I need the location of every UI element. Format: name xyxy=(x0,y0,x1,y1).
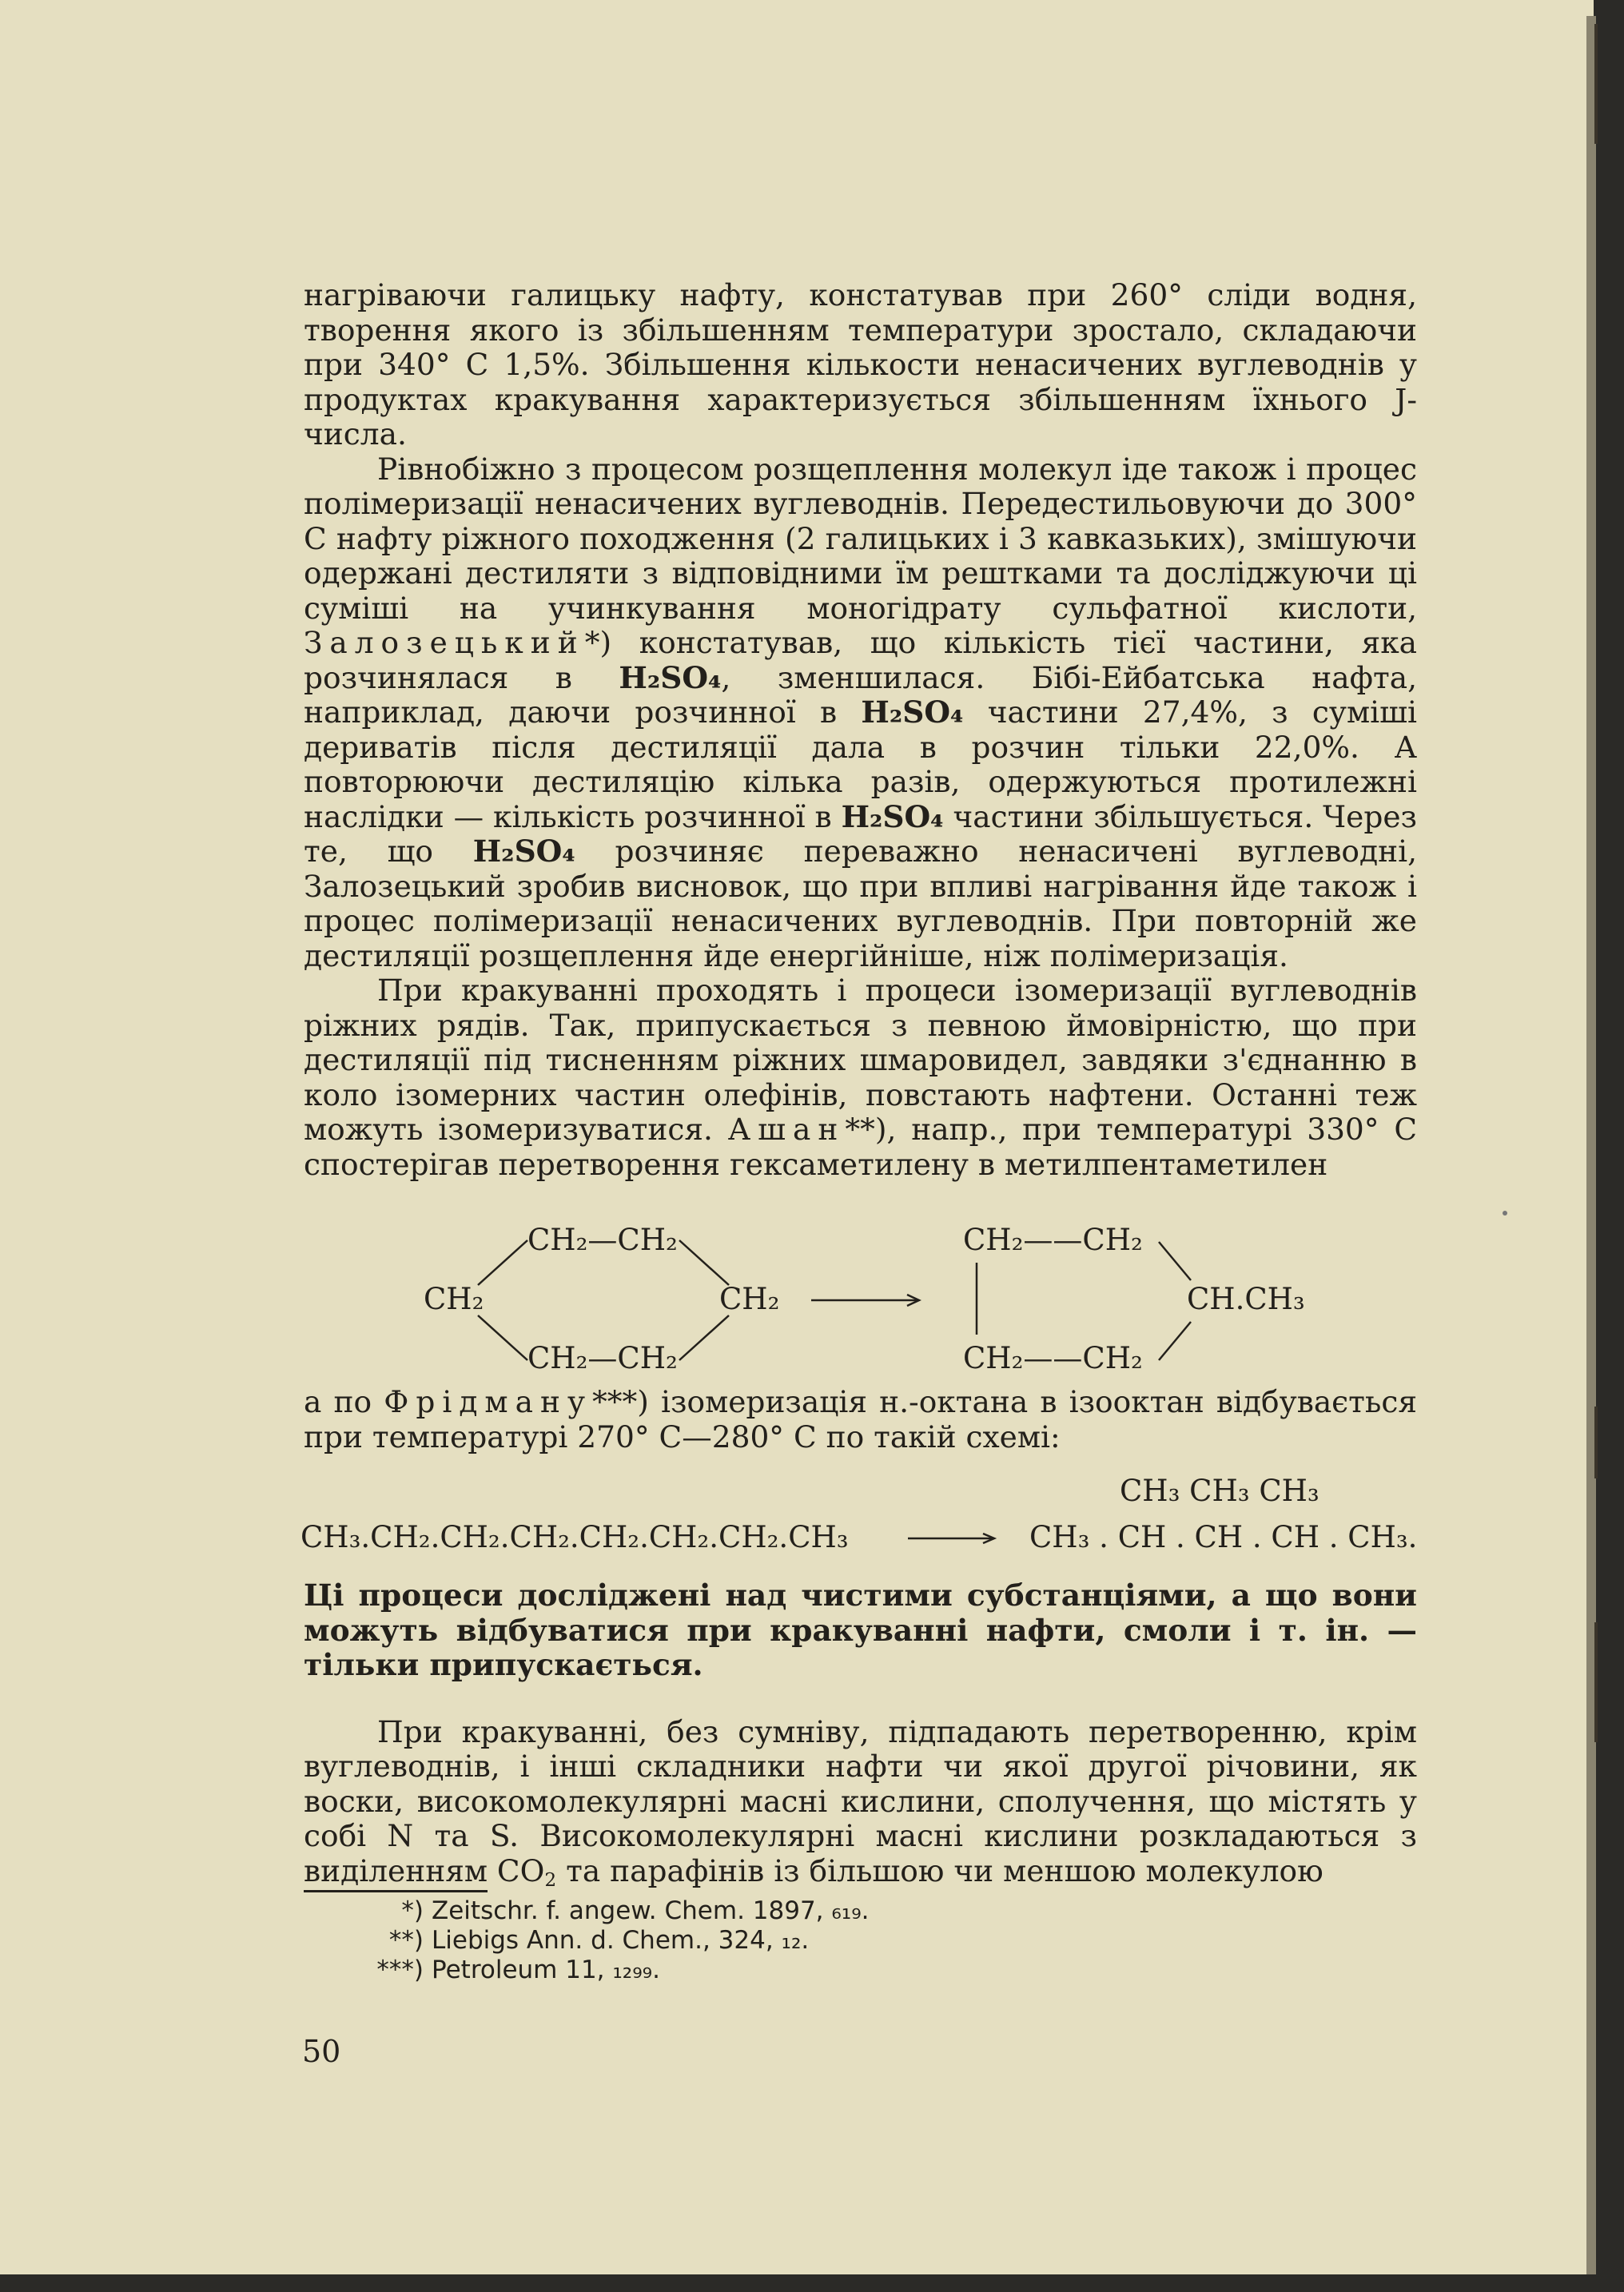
octane-reactant: CH₃.CH₂.CH₂.CH₂.CH₂.CH₂.CH₂.CH₃ xyxy=(301,1520,849,1554)
edge-mark xyxy=(1594,1407,1598,1478)
right-ring-bottom: CH₂——CH₂ xyxy=(963,1341,1143,1375)
edge-mark xyxy=(1594,1622,1598,1742)
speck xyxy=(1503,1211,1507,1216)
footnote: *) Zeitschr. f. angew. Chem. 1897, ₆₁₉. xyxy=(401,1896,870,1925)
octane-substituents: CH₃ CH₃ CH₃ xyxy=(1120,1474,1320,1508)
footnote: **) Liebigs Ann. d. Chem., 324, ₁₂. xyxy=(388,1926,810,1955)
left-ring-right: CH₂ xyxy=(719,1282,780,1316)
page-edge xyxy=(1586,16,1596,2274)
main-text-2 xyxy=(304,1385,1417,1454)
paragraph-3: При кракуванні проходять і процеси ізомеризації вуглеводнів ріжних рядів. Так, припускається з певною ймовірністю, що при дестиляції під тисненням ріжних шмаровидел, завдяки з'єднанню в коло ізомерних частин олефінів, повстають нафтени. Останні теж можуть ізомеризуватися. Ашан**), напр., при температурі 330° С спостерігав перетворення гексаметилену в метилпентаметилен xyxy=(304,973,1418,1182)
paragraph-2: Рівнобіжно з процесом розщеплення молекул іде також і процес полімеризації ненасичених вуглеводнів. Передестильовуючи до 300° С нафту ріжного походження (2 галицьких і 3 кавказьких), змішуючи одержані дестиляти з відповідними їм рештками та досліджуючи ці суміші на учинкування моногідрату сульфатної кислоти, Залозецький*) констатував, що кількість тієї частини, яка розчинялася в H₂SO₄, зменшилася. Бібі-Ейбатська нафта, наприклад, даючи розчинної в H₂SO₄ частини 27,4%, з суміші дериватів після дестиляції дала в розчин тільки 22,0%. А повторюючи дестиляцію кілька разів, одержуються протилежні наслідки — кількість розчинної в H₂SO₄ частини збільшується. Через те, що H₂SO₄ розчиняє переважно ненасичені вуглеводні, Залозецький зробив висновок, що при впливі нагрівання йде також і процес полімеризації ненасичених вуглеводнів. При повторній же дестиляції розщеплення йде енергійніше, ніж полімеризація. xyxy=(304,451,1418,973)
footnotes xyxy=(304,1896,1023,1985)
footnote-rule xyxy=(304,1890,488,1892)
author-zalozetsky: Залозецький xyxy=(304,625,585,660)
right-ring-top: CH₂——CH₂ xyxy=(963,1223,1143,1257)
footnote: ***) Petroleum 11, ₁₂₉₉. xyxy=(376,1956,660,1984)
main-text xyxy=(304,278,1417,1182)
paragraph-6: При кракуванні, без сумніву, підпадають перетворенню, крім вуглеводнів, і інші складники нафти чи якої другої річовини, як воски, високомолекулярні масні кислини, сполучення, що містять у собі N та S. Високомолекулярні масні кислини розкладаються з виділенням $CO_2$ та парафінів із більшою чи меншою молекулою xyxy=(304,1713,1417,1891)
author-ashan: Ашан xyxy=(727,1112,846,1147)
formula-isomerization-ring xyxy=(424,1224,1319,1375)
main-text-3 xyxy=(304,1578,1417,1891)
formula-isomerization-octane xyxy=(301,1472,1427,1568)
paragraph-1: нагріваючи галицьку нафту, констатував при 260° сліди водня, творення якого із збільшенням температури зростало, складаючи при 340° С 1,5%. Збільшення кількости ненасичених вуглеводнів у продуктах кракування характеризується збільшенням їхнього J-числа. xyxy=(304,277,1417,452)
left-ring-bottom: CH₂—CH₂ xyxy=(527,1341,678,1375)
page-number: 50 xyxy=(302,2034,341,2069)
left-ring-top: CH₂—CH₂ xyxy=(527,1223,678,1257)
bond-line xyxy=(1159,1242,1191,1280)
paragraph-4: а по Фрідману***) ізомеризація н.-октана в ізооктан відбувається при температурі 270° С—280° С по такій схемі: xyxy=(304,1384,1417,1454)
edge-mark xyxy=(1594,24,1598,144)
bond-line xyxy=(478,1315,527,1360)
author-fridman: Фрідману xyxy=(384,1384,593,1419)
bond-line xyxy=(679,1315,729,1360)
chem-h2so4: H₂SO₄ xyxy=(841,798,944,834)
bond-line xyxy=(1159,1322,1191,1360)
right-ring-right: CH.CH₃ xyxy=(1187,1282,1305,1316)
left-ring-left: CH₂ xyxy=(424,1282,484,1316)
chem-h2so4: H₂SO₄ xyxy=(861,694,964,730)
bond-line xyxy=(478,1240,527,1285)
bond-line xyxy=(679,1240,729,1285)
paragraph-5: Ці процеси досліджені над чистими субстанціями, а що вони можуть відбуватися при кракуванні нафти, смоли і т. ін. — тільки припускається. xyxy=(304,1578,1417,1682)
chem-h2so4: H₂SO₄ xyxy=(619,659,722,695)
chem-h2so4: H₂SO₄ xyxy=(472,834,575,869)
octane-product: CH₃ . CH . CH . CH . CH₃. xyxy=(1029,1520,1418,1554)
